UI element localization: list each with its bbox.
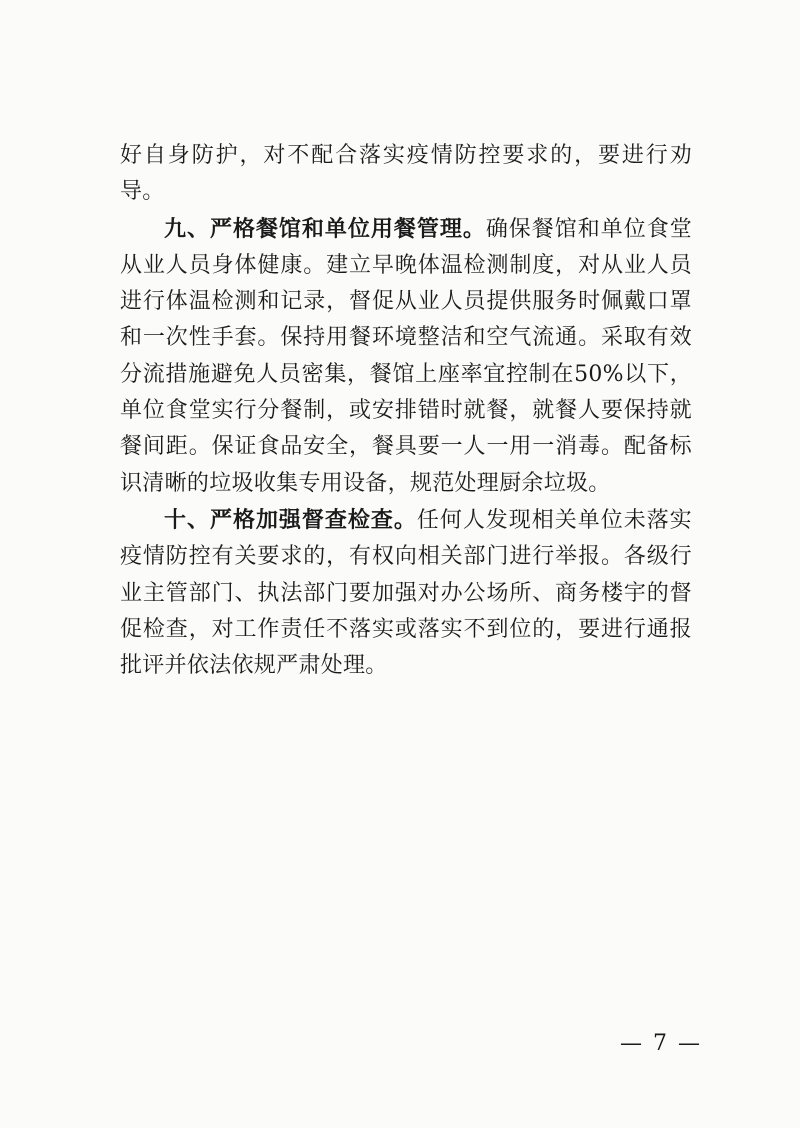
section-9-heading: 九、严格餐馆和单位用餐管理。: [164, 215, 486, 242]
document-body: [120, 138, 692, 684]
section-9-body: 确保餐馆和单位食堂从业人员身体健康。建立早晚体温检测制度，对从业人员进行体温检测和记录，督促从业人员提供服务时佩戴口罩和一次性手套。保持用餐环境整洁和空气流通。采取有效分流措施避免人员密集，餐馆上座率宜控制在50%以下，单位食堂实行分餐制，或安排错时就餐，就餐人要保持就餐间距。保证食品安全，餐具要一人一用一消毒。配备标识清晰的垃圾收集专用设备，规范处理厨余垃圾。: [120, 216, 693, 496]
section-9-paragraph: [120, 211, 692, 502]
paragraph-continuation: 好自身防护，对不配合落实疫情防控要求的，要进行劝导。: [120, 143, 692, 205]
page-number: — 7 —: [620, 1031, 702, 1056]
section-10-heading: 十、严格加强督查检查。: [164, 506, 417, 533]
section-10-body: 任何人发现相关单位未落实疫情防控有关要求的，有权向相关部门进行举报。各级行业主管部门、执法部门要加强对办公场所、商务楼宇的督促检查，对工作责任不落实或落实不到位的，要进行通报批评并依法依规严肃处理。: [120, 507, 692, 679]
section-10-paragraph: [120, 502, 692, 684]
